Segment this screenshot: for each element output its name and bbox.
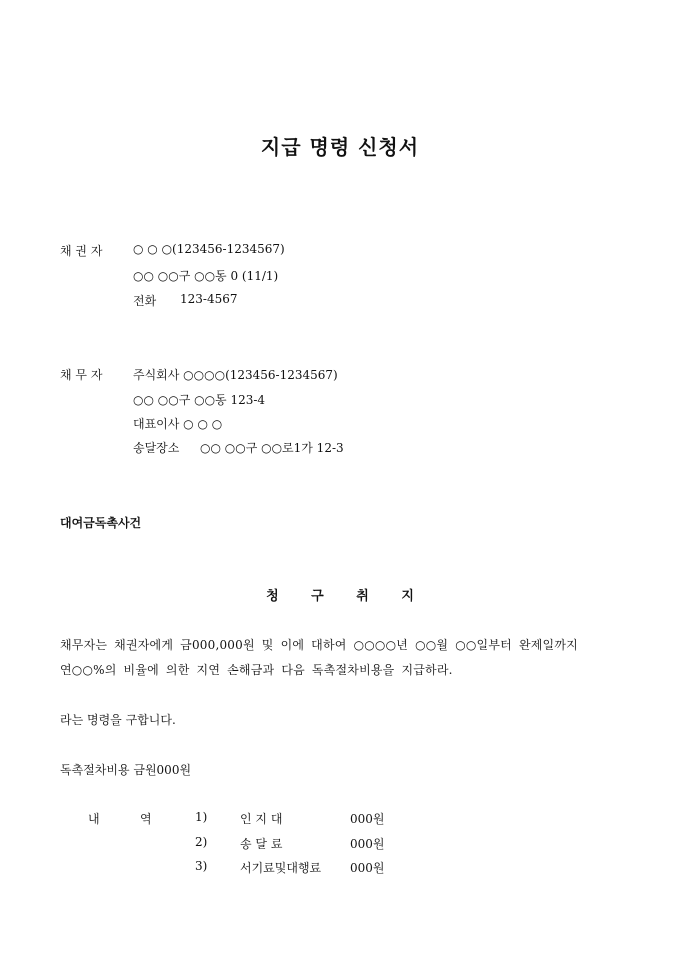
creditor-address: ○○ ○○구 ○○동 0 (11/1) bbox=[133, 269, 279, 283]
breakdown-item-amount: 000원 bbox=[350, 861, 385, 875]
breakdown-label-1: 내 bbox=[88, 812, 100, 826]
breakdown-item-name: 송 달 료 bbox=[240, 837, 283, 851]
breakdown-item-name: 서기료및대행료 bbox=[240, 861, 322, 875]
debtor-address: ○○ ○○구 ○○동 123-4 bbox=[133, 393, 266, 407]
breakdown-label-2: 역 bbox=[140, 812, 152, 826]
debtor-service-address: ○○ ○○구 ○○로1가 12-3 bbox=[200, 441, 344, 455]
creditor-phone-value: 123-4567 bbox=[180, 292, 238, 306]
claim-line-1: 채무자는 채권자에게 금000,000원 및 이에 대하여 ○○○○년 ○○월 ○○일부터 완제일까지 bbox=[60, 638, 578, 652]
breakdown-item-amount: 000원 bbox=[350, 837, 385, 851]
debtor-service-label: 송달장소 bbox=[133, 441, 180, 455]
request-line: 라는 명령을 구합니다. bbox=[60, 713, 176, 727]
debtor-name: 주식회사 ○○○○(123456-1234567) bbox=[133, 368, 338, 382]
breakdown-item-no: 1) bbox=[195, 810, 208, 824]
creditor-label: 채 권 자 bbox=[60, 244, 103, 258]
case-name: 대여금독촉사건 bbox=[60, 516, 142, 530]
debtor-label: 채 무 자 bbox=[60, 368, 103, 382]
breakdown-item-no: 3) bbox=[195, 859, 208, 873]
cost-line: 독촉절차비용 금원000원 bbox=[60, 763, 192, 777]
document-title: 지급 명령 신청서 bbox=[260, 135, 420, 159]
breakdown-item-amount: 000원 bbox=[350, 812, 385, 826]
breakdown-item-no: 2) bbox=[195, 835, 208, 849]
creditor-phone-label: 전화 bbox=[133, 294, 157, 308]
section-heading: 청 구 취 지 bbox=[266, 589, 414, 604]
breakdown-item-name: 인 지 대 bbox=[240, 812, 283, 826]
creditor-name: ○ ○ ○(123456-1234567) bbox=[133, 242, 285, 256]
debtor-representative: 대표이사 ○ ○ ○ bbox=[133, 417, 223, 431]
claim-line-2: 연○○%의 비율에 의한 지연 손해금과 다음 독촉절차비용을 지급하라. bbox=[60, 663, 453, 677]
